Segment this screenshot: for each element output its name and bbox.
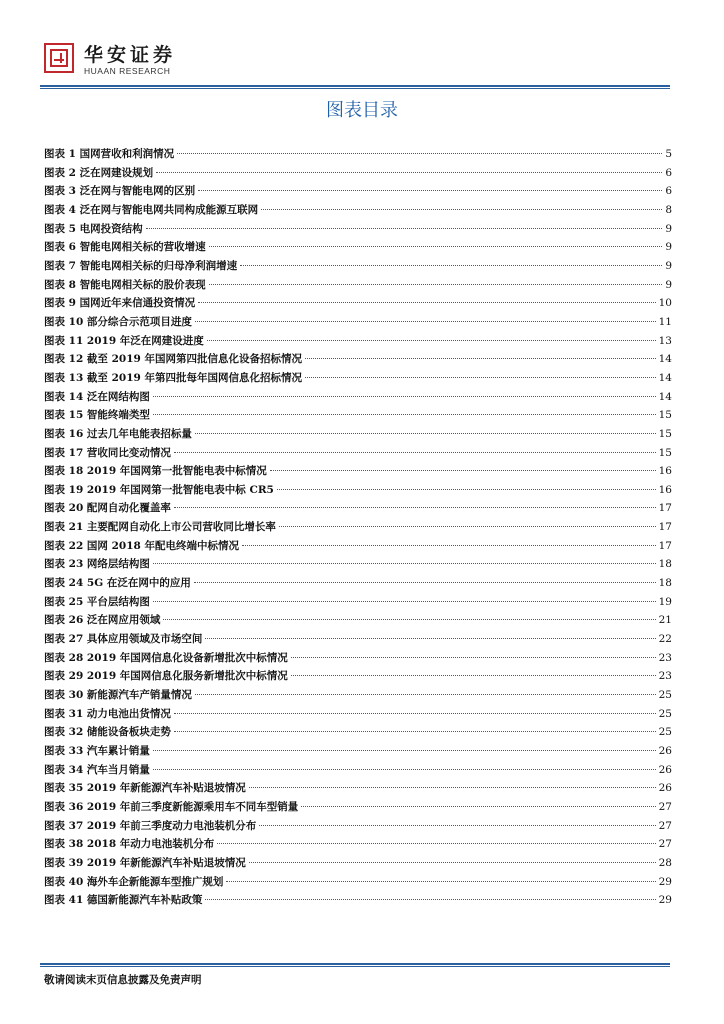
toc-entry-page: 9 bbox=[665, 278, 672, 291]
toc-entry-label: 图表 20 配网自动化覆盖率 bbox=[44, 502, 171, 515]
toc-entry-page: 15 bbox=[658, 427, 672, 440]
toc-entry[interactable] bbox=[44, 705, 672, 724]
toc-entry-label: 图表 40 海外车企新能源车型推广规划 bbox=[44, 875, 224, 888]
toc-entry[interactable] bbox=[44, 518, 672, 537]
toc-entry-label: 图表 7 智能电网相关标的归母净利润增速 bbox=[44, 259, 238, 272]
toc-entry[interactable] bbox=[44, 182, 672, 201]
toc-entry-label: 图表 5 电网投资结构 bbox=[44, 222, 143, 235]
toc-entry-label: 图表 39 2019 年新能源汽车补贴退坡情况 bbox=[44, 856, 246, 869]
toc-entry-label: 图表 32 储能设备板块走势 bbox=[44, 726, 171, 739]
toc-leader-dots bbox=[261, 209, 662, 210]
toc-entry-label: 图表 6 智能电网相关标的营收增速 bbox=[44, 241, 206, 254]
toc-leader-dots bbox=[205, 899, 655, 900]
toc-entry-page: 5 bbox=[665, 148, 672, 160]
toc-leader-dots bbox=[174, 731, 656, 732]
toc-entry[interactable] bbox=[44, 406, 672, 425]
toc-entry-page: 8 bbox=[665, 203, 672, 216]
toc-entry[interactable] bbox=[44, 555, 672, 574]
toc-entry-label: 图表 14 泛在网结构图 bbox=[44, 390, 150, 403]
toc-leader-dots bbox=[146, 228, 663, 229]
toc-entry-label: 图表 33 汽车累计销量 bbox=[44, 745, 150, 757]
toc-entry-page: 21 bbox=[658, 614, 672, 627]
toc-entry-page: 25 bbox=[658, 726, 672, 739]
toc-entry[interactable] bbox=[44, 201, 672, 220]
toc-entry[interactable] bbox=[44, 238, 672, 257]
toc-entry[interactable] bbox=[44, 164, 672, 183]
toc-entry-label: 图表 41 德国新能源汽车补贴政策 bbox=[44, 894, 203, 907]
toc-leader-dots bbox=[259, 825, 655, 826]
toc-entry-label: 图表 9 国网近年来信通投资情况 bbox=[44, 297, 196, 310]
toc-entry-label: 图表 28 2019 年国网信息化设备新增批次中标情况 bbox=[44, 651, 288, 664]
toc-entry-page: 23 bbox=[658, 651, 672, 664]
toc-entry[interactable] bbox=[44, 574, 672, 593]
toc-entry-page: 26 bbox=[658, 763, 672, 776]
toc-entry[interactable] bbox=[44, 798, 672, 817]
toc-entry-label: 图表 22 国网 2018 年配电终端中标情况 bbox=[44, 539, 239, 552]
toc-leader-dots bbox=[198, 302, 656, 303]
toc-leader-dots bbox=[156, 172, 662, 173]
toc-entry-page: 16 bbox=[658, 483, 672, 496]
toc-entry-label: 图表 8 智能电网相关标的股价表现 bbox=[44, 278, 206, 291]
toc-leader-dots bbox=[209, 284, 663, 285]
toc-entry-page: 14 bbox=[658, 371, 672, 384]
toc-leader-dots bbox=[277, 489, 656, 490]
toc-leader-dots bbox=[291, 657, 656, 658]
toc-entry-label: 图表 34 汽车当月销量 bbox=[44, 763, 150, 776]
toc-entry-label: 图表 25 平台层结构图 bbox=[44, 595, 150, 608]
toc-entry-page: 6 bbox=[665, 166, 672, 179]
toc-entry[interactable] bbox=[44, 257, 672, 276]
toc-entry-label: 图表 12 截至 2019 年国网第四批信息化设备招标情况 bbox=[44, 353, 302, 366]
toc-entry[interactable] bbox=[44, 891, 672, 910]
toc-entry[interactable] bbox=[44, 499, 672, 518]
toc-entry[interactable] bbox=[44, 481, 672, 500]
toc-entry-label: 图表 37 2019 年前三季度动力电池装机分布 bbox=[44, 819, 257, 832]
toc-entry-page: 25 bbox=[658, 689, 672, 702]
toc-leader-dots bbox=[301, 806, 655, 807]
toc-leader-dots bbox=[153, 769, 656, 770]
toc-entry-label: 图表 18 2019 年国网第一批智能电表中标情况 bbox=[44, 465, 267, 478]
toc-entry-page: 27 bbox=[658, 838, 672, 851]
toc-entry[interactable] bbox=[44, 630, 672, 649]
toc-entry-page: 26 bbox=[658, 745, 672, 757]
toc-entry-page: 9 bbox=[665, 222, 672, 235]
toc-leader-dots bbox=[226, 881, 655, 882]
toc-entry-page: 27 bbox=[658, 800, 672, 813]
footer-divider-thin bbox=[40, 966, 670, 967]
toc-entry-page: 13 bbox=[658, 334, 672, 347]
toc-leader-dots bbox=[217, 843, 655, 844]
toc-entry-page: 14 bbox=[658, 353, 672, 366]
toc-leader-dots bbox=[240, 265, 662, 266]
toc-entry[interactable] bbox=[44, 350, 672, 369]
toc-entry-label: 图表 16 过去几年电能表招标量 bbox=[44, 427, 192, 440]
logo-chinese-name: 华安证券 bbox=[84, 44, 177, 66]
toc-entry[interactable] bbox=[44, 444, 672, 463]
toc-entry[interactable] bbox=[44, 835, 672, 854]
toc-entry-page: 26 bbox=[658, 782, 672, 795]
toc-entry[interactable] bbox=[44, 294, 672, 313]
toc-entry-label: 图表 1 国网营收和利润情况 bbox=[44, 148, 175, 160]
toc-leader-dots bbox=[195, 433, 656, 434]
toc-leader-dots bbox=[153, 414, 656, 415]
toc-entry-page: 11 bbox=[658, 315, 672, 328]
toc-leader-dots bbox=[153, 750, 656, 751]
toc-entry[interactable] bbox=[44, 761, 672, 780]
toc-entry-page: 18 bbox=[658, 577, 672, 590]
header-divider-thin bbox=[40, 88, 670, 89]
toc-leader-dots bbox=[305, 358, 656, 359]
toc-leader-dots bbox=[174, 452, 656, 453]
toc-entry-label: 图表 17 营收同比变动情况 bbox=[44, 446, 171, 459]
toc-entry[interactable] bbox=[44, 145, 672, 164]
toc-entry-label: 图表 29 2019 年国网信息化服务新增批次中标情况 bbox=[44, 670, 288, 683]
toc-leader-dots bbox=[194, 582, 656, 583]
figure-table-of-contents bbox=[44, 145, 672, 910]
toc-entry-label: 图表 23 网络层结构图 bbox=[44, 558, 150, 571]
toc-entry-page: 18 bbox=[658, 558, 672, 571]
toc-entry[interactable] bbox=[44, 854, 672, 873]
toc-entry[interactable] bbox=[44, 686, 672, 705]
toc-leader-dots bbox=[279, 526, 656, 527]
toc-leader-dots bbox=[291, 675, 656, 676]
toc-entry-label: 图表 13 截至 2019 年第四批每年国网信息化招标情况 bbox=[44, 371, 302, 384]
logo-english-name: HUAAN RESEARCH bbox=[84, 66, 171, 76]
toc-leader-dots bbox=[205, 638, 655, 639]
toc-entry-page: 17 bbox=[658, 502, 672, 515]
toc-entry-label: 图表 24 5G 在泛在网中的应用 bbox=[44, 577, 191, 590]
toc-entry-page: 17 bbox=[658, 521, 672, 534]
toc-entry-label: 图表 10 部分综合示范项目进度 bbox=[44, 315, 192, 328]
toc-entry-page: 19 bbox=[658, 595, 672, 608]
header-divider bbox=[40, 85, 670, 87]
toc-entry-page: 14 bbox=[658, 390, 672, 403]
toc-leader-dots bbox=[207, 340, 656, 341]
toc-title: 图表目录 bbox=[326, 100, 398, 121]
toc-entry[interactable] bbox=[44, 313, 672, 332]
toc-entry-page: 17 bbox=[658, 539, 672, 552]
toc-entry[interactable] bbox=[44, 649, 672, 668]
toc-entry-page: 16 bbox=[658, 465, 672, 478]
toc-entry-label: 图表 36 2019 年前三季度新能源乘用车不同车型销量 bbox=[44, 800, 299, 813]
toc-leader-dots bbox=[270, 470, 656, 471]
toc-entry-page: 29 bbox=[658, 894, 672, 907]
toc-entry[interactable] bbox=[44, 425, 672, 444]
toc-entry-label: 图表 2 泛在网建设规划 bbox=[44, 166, 154, 179]
toc-entry[interactable] bbox=[44, 332, 672, 351]
toc-entry[interactable] bbox=[44, 611, 672, 630]
toc-leader-dots bbox=[198, 190, 662, 191]
toc-leader-dots bbox=[177, 153, 662, 154]
toc-entry-page: 6 bbox=[665, 185, 672, 198]
toc-entry[interactable] bbox=[44, 742, 672, 761]
toc-entry-label: 图表 31 动力电池出货情况 bbox=[44, 707, 171, 720]
toc-leader-dots bbox=[195, 694, 656, 695]
toc-entry-label: 图表 3 泛在网与智能电网的区别 bbox=[44, 185, 196, 198]
toc-leader-dots bbox=[174, 713, 656, 714]
toc-entry-page: 23 bbox=[658, 670, 672, 683]
toc-leader-dots bbox=[305, 377, 656, 378]
toc-entry[interactable] bbox=[44, 537, 672, 556]
company-seal-logo-icon bbox=[44, 43, 74, 73]
toc-entry-label: 图表 38 2018 年动力电池装机分布 bbox=[44, 838, 215, 851]
toc-leader-dots bbox=[242, 545, 656, 546]
toc-entry[interactable] bbox=[44, 220, 672, 239]
toc-entry-page: 27 bbox=[658, 819, 672, 832]
footer-divider bbox=[40, 963, 670, 965]
toc-leader-dots bbox=[174, 507, 656, 508]
toc-entry[interactable] bbox=[44, 723, 672, 742]
toc-entry-page: 15 bbox=[658, 446, 672, 459]
toc-entry-page: 10 bbox=[658, 297, 672, 310]
toc-leader-dots bbox=[195, 321, 656, 322]
toc-entry-page: 29 bbox=[658, 875, 672, 888]
toc-entry-label: 图表 27 具体应用领域及市场空间 bbox=[44, 633, 203, 646]
toc-entry-label: 图表 26 泛在网应用领域 bbox=[44, 614, 161, 627]
toc-entry-page: 15 bbox=[658, 409, 672, 422]
toc-entry-label: 图表 21 主要配网自动化上市公司营收同比增长率 bbox=[44, 521, 276, 534]
toc-entry-page: 22 bbox=[658, 633, 672, 646]
toc-leader-dots bbox=[153, 563, 656, 564]
disclaimer-footer: 敬请阅读末页信息披露及免责声明 bbox=[44, 974, 202, 986]
toc-entry[interactable] bbox=[44, 779, 672, 798]
toc-entry-page: 9 bbox=[665, 241, 672, 254]
toc-entry-label: 图表 15 智能终端类型 bbox=[44, 409, 150, 422]
toc-entry[interactable] bbox=[44, 593, 672, 612]
toc-entry[interactable] bbox=[44, 817, 672, 836]
toc-entry-label: 图表 19 2019 年国网第一批智能电表中标 CR5 bbox=[44, 483, 274, 496]
toc-entry[interactable] bbox=[44, 276, 672, 295]
toc-entry-page: 28 bbox=[658, 856, 672, 869]
toc-entry-label: 图表 4 泛在网与智能电网共同构成能源互联网 bbox=[44, 203, 259, 216]
toc-entry-label: 图表 35 2019 年新能源汽车补贴退坡情况 bbox=[44, 782, 246, 795]
toc-leader-dots bbox=[249, 787, 656, 788]
toc-leader-dots bbox=[249, 862, 656, 863]
toc-leader-dots bbox=[153, 396, 656, 397]
toc-entry[interactable] bbox=[44, 369, 672, 388]
toc-entry[interactable] bbox=[44, 667, 672, 686]
toc-entry[interactable] bbox=[44, 873, 672, 892]
toc-entry[interactable] bbox=[44, 388, 672, 407]
toc-entry-page: 25 bbox=[658, 707, 672, 720]
toc-entry[interactable] bbox=[44, 462, 672, 481]
toc-entry-page: 9 bbox=[665, 259, 672, 272]
toc-leader-dots bbox=[163, 619, 655, 620]
toc-entry-label: 图表 30 新能源汽车产销量情况 bbox=[44, 689, 192, 702]
toc-leader-dots bbox=[153, 601, 656, 602]
toc-entry-label: 图表 11 2019 年泛在网建设进度 bbox=[44, 334, 204, 347]
toc-leader-dots bbox=[209, 246, 663, 247]
